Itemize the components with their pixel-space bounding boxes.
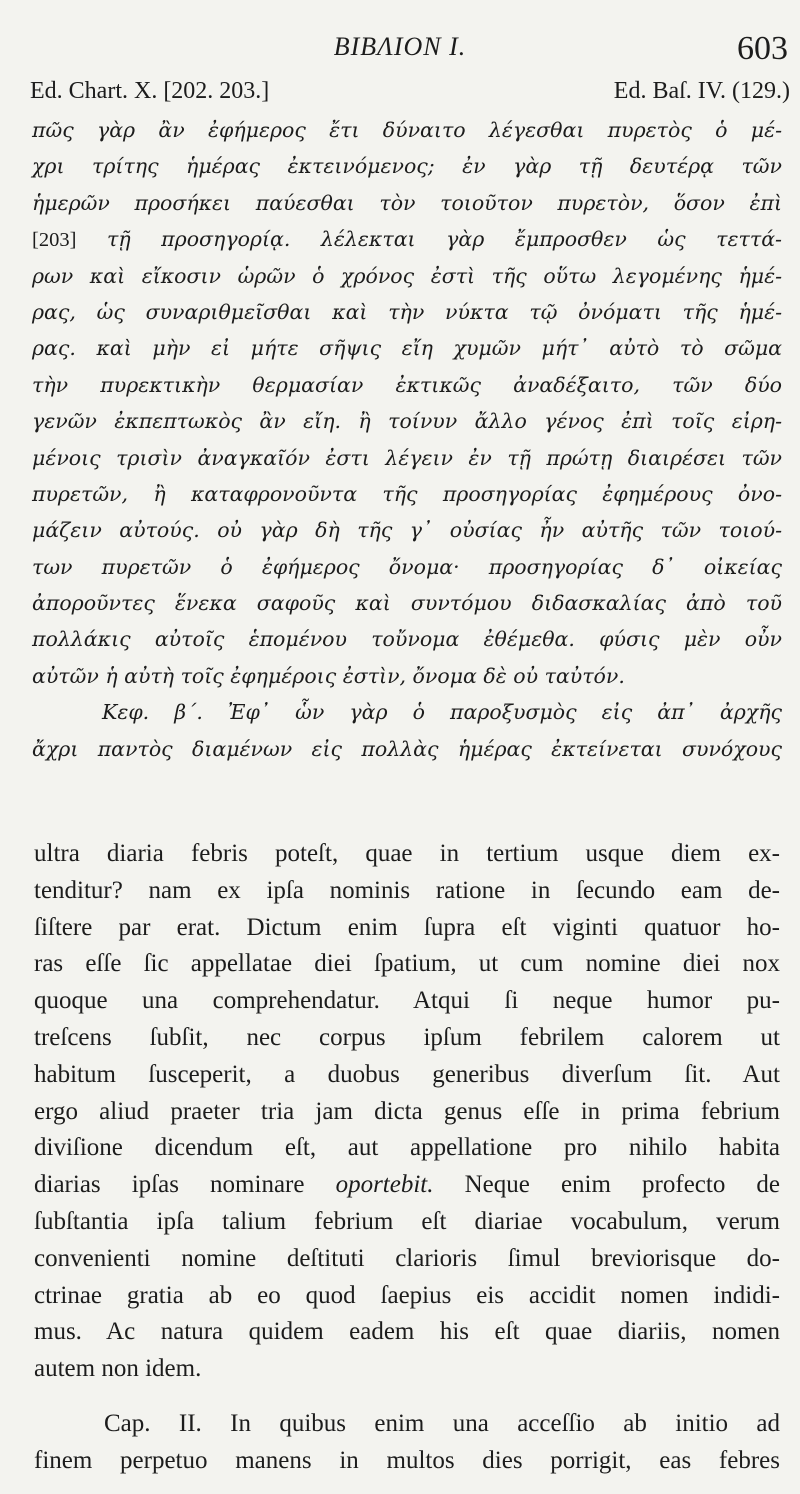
greek-line: ρας, ὡς συναριθμεῖσθαι καὶ τὴν νύκτα τῷ ὀνόματι τῆς ἡμέ-	[32, 299, 782, 324]
greek-line	[32, 221, 782, 257]
latin-line: treſcens ſubſit, nec corpus ipſum febrilem calorem ut	[34, 1023, 780, 1051]
latin-line: ctrinae gratia ab eo quod ſaepius eis accidit nomen indidi-	[34, 1281, 780, 1309]
greek-line: ρων καὶ εἴκοσιν ὡρῶν ὁ χρόνος ἐστὶ τῆς οὕτω λεγομένης ἡμέ-	[32, 263, 782, 288]
latin-line-text: diarias ipſas nominare	[34, 1171, 305, 1199]
greek-line-text: τῇ προσηγορίᾳ. λέλεκται γὰρ ἔμπροσθεν ὡς τεττά-	[106, 227, 782, 252]
greek-line: μάζειν αὐτούς. οὐ γὰρ δὴ τῆς γ᾽ οὐσίας ἦν αὐτῆς τῶν τοιού-	[32, 518, 782, 543]
latin-line: habitum ſusceperit, a duobus generibus diverſum ſit. Aut	[34, 1060, 780, 1088]
greek-text-block	[32, 112, 782, 767]
book-title: BIBΛION I.	[333, 32, 467, 61]
greek-line: γενῶν ἐκπεπτωκὸς ἂν εἴη. ἢ τοίνυν ἄλλο γένος ἐπὶ τοῖς εἰρη-	[32, 409, 782, 434]
latin-line: tenditur? nam ex ipſa nominis ratione in ſecundo eam de-	[34, 876, 780, 904]
latin-line	[34, 1167, 780, 1204]
latin-line: autem non idem.	[34, 1355, 202, 1383]
latin-text-block	[34, 836, 780, 1480]
latin-line: ultra diaria febris poteſt, quae in tertium usque diem ex-	[34, 840, 780, 867]
greek-line: χρι τρίτης ἡμέρας ἐκτεινόμενος; ἐν γὰρ τῇ δευτέρᾳ τῶν	[32, 154, 782, 179]
greek-line: τὴν πυρεκτικὴν θερμασίαν ἐκτικῶς ἀναδέξαιτο, τῶν δύο	[32, 372, 782, 397]
running-head	[0, 30, 800, 70]
latin-line: ras eſſe ſic appellatae diei ſpatium, ut cum nomine diei nox	[34, 950, 780, 978]
greek-line: ἡμερῶν προσήκει παύεσθαι τὸν τοιοῦτον πυρετὸν, ὅσον ἐπὶ	[32, 190, 782, 215]
latin-line: ſubſtantia ipſa talium febrium eſt diariae vocabulum, verum	[34, 1207, 780, 1235]
latin-line: mus. Ac natura quidem eadem his eſt quae diariis, nomen	[34, 1318, 780, 1346]
latin-line: ſiſtere par erat. Dictum enim ſupra eſt viginti quatuor ho-	[34, 913, 780, 941]
latin-line-tail: Neque enim profecto de	[464, 1171, 781, 1199]
greek-line: ἀποροῦντες ἕνεκα σαφοῦς καὶ συντόμου διδασκαλίας ἀπὸ τοῦ	[32, 591, 782, 616]
greek-line: των πυρετῶν ὁ ἐφήμερος ὄνομα· προσηγορίας δ᾽ οἰκείας	[32, 554, 782, 579]
greek-chapter-heading-line: Κεφ. β΄. Ἐφ᾽ ὧν γὰρ ὁ παροξυσμὸς εἰς ἀπ᾽ ἀρχῆς	[102, 700, 782, 725]
greek-line: μένοις τρισὶν ἀναγκαῖόν ἐστι λέγειν ἐν τῇ πρώτῃ διαιρέσει τῶν	[32, 445, 782, 470]
latin-line: quoque una comprehendatur. Atqui ſi neque humor pu-	[34, 987, 780, 1015]
edition-references	[30, 78, 790, 108]
greek-line: ἄχρι παντὸς διαμένων εἰς πολλὰς ἡμέρας ἐκτείνεται συνόχους	[32, 736, 782, 761]
greek-line: πολλάκις αὐτοῖς ἑπομένου τοὔνομα ἐθέμεθα. φύσις μὲν οὖν	[32, 627, 782, 652]
greek-line: πῶς γὰρ ἂν ἐφήμερος ἔτι δύναιτο λέγεσθαι πυρετὸς ὁ μέ-	[32, 118, 782, 142]
page-marker: [203]	[32, 229, 77, 252]
latin-line: ergo aliud praeter tria jam dicta genus eſſe in prima febrium	[34, 1097, 780, 1125]
greek-line: αὐτῶν ἡ αὐτὴ τοῖς ἐφημέροις ἐστὶν, ὄνομα δὲ οὐ ταὐτόν.	[32, 663, 625, 688]
latin-line: convenienti nomine deſtituti clarioris ſimul breviorisque do-	[34, 1244, 780, 1272]
greek-line: πυρετῶν, ἢ καταφρονοῦντα τῆς προσηγορίας ἐφημέρους ὀνο-	[32, 481, 782, 506]
page-number: 603	[737, 30, 788, 67]
greek-line: ρας. καὶ μὴν εἰ μήτε σῆψις εἴη χυμῶν μήτ᾽ αὐτὸ τὸ σῶμα	[32, 336, 782, 361]
edition-reference-right: Ed. Baſ. IV. (129.)	[613, 78, 790, 104]
latin-chapter-heading-line: Cap. II. In quibus enim una acceſſio ab initio ad	[104, 1409, 780, 1437]
edition-reference-left: Ed. Chart. X. [202. 203.]	[30, 78, 270, 104]
latin-line: diviſione dicendum eſt, aut appellatione pro nihilo habita	[34, 1134, 780, 1162]
italic-word: oportebit.	[335, 1171, 434, 1199]
latin-line: finem perpetuo manens in multos dies porrigit, eas febres	[34, 1446, 780, 1474]
